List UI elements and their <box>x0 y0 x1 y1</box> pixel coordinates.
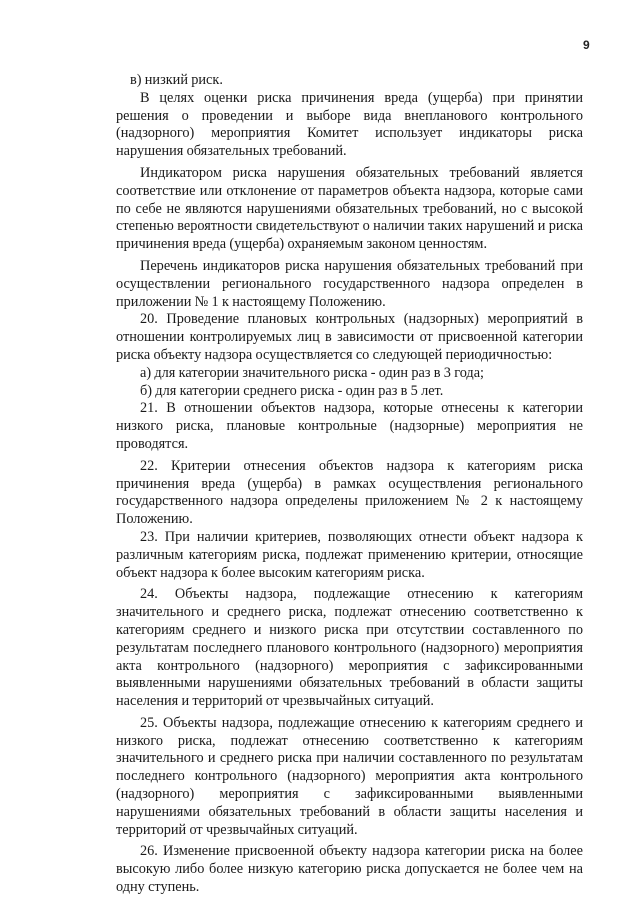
para-risk-assessment: В целях оценки риска причинения вреда (ущерба) при принятии решения о проведении и выборе вида внепланового контрольного (надзорного) мероприятия Комитет использует индикаторы риска нарушения обязательных требований. <box>116 89 583 160</box>
page-number: 9 <box>583 38 590 52</box>
para-20-a: а) для категории значительного риска - один раз в 3 года; <box>140 364 485 381</box>
para-24: 24. Объекты надзора, подлежащие отнесению к категориям значительного и среднего риска, подлежат отнесению соответственно к категориям среднего и низкого риска при отсутствии составленного по результатам последнего планового контрольного (надзорного) мероприятия акта контрольного (надзорного) мероприятия с зафиксированными выявленными нарушениями обязательных требований в области защиты населения и территорий от чрезвычайных ситуаций. <box>116 586 583 710</box>
para-21: 21. В отношении объектов надзора, которые отнесены к категории низкого риска, плановые контрольные (надзорные) мероприятия не проводятся. <box>116 400 583 452</box>
para-23: 23. При наличии критериев, позволяющих отнести объект надзора к различным категориям риска, подлежат применению критерии, относящие объект надзора к более высоким категориям риска. <box>116 528 583 581</box>
para-25: 25. Объекты надзора, подлежащие отнесению к категориям среднего и низкого риска, подлежат отнесению соответственно к категориям значительного и среднего риска при наличии составленного по результатам последнего контрольного (надзорного) мероприятия акта контрольного (надзорного) мероприятия с зафиксированными выявленными нарушениями обязательных требований в области защиты населения и территорий от чрезвычайных ситуаций. <box>116 714 583 838</box>
para-20: 20. Проведение плановых контрольных (надзорных) мероприятий в отношении контролируемых лиц в зависимости от присвоенной категории риска объекту надзора осуществляется со следующей периодичностью: <box>116 311 583 363</box>
para-indicator-definition: Индикатором риска нарушения обязательных требований является соответствие или отклонение от параметров объекта надзора, которые сами по себе не являются нарушениями обязательных требований, но с высокой степенью вероятности свидетельствуют о наличии таких нарушений и риска причинения вреда (ущерба) охраняемым законом ценностям. <box>116 164 583 253</box>
item-v: в) низкий риск. <box>130 72 223 88</box>
para-20-b: б) для категории среднего риска - один раз в 5 лет. <box>140 382 444 399</box>
para-22: 22. Критерии отнесения объектов надзора к категориям риска причинения вреда (ущерба) в рамках осуществления регионального государственного надзора определены приложением № 2 к настоящему Положению. <box>116 457 583 528</box>
document-body <box>116 72 583 897</box>
para-26: 26. Изменение присвоенной объекту надзора категории риска на более высокую либо более низкую категорию риска допускается не более чем на одну ступень. <box>116 843 583 896</box>
para-indicator-list: Перечень индикаторов риска нарушения обязательных требований при осуществлении регионального государственного надзора определен в приложении № 1 к настоящему Положению. <box>116 257 583 310</box>
